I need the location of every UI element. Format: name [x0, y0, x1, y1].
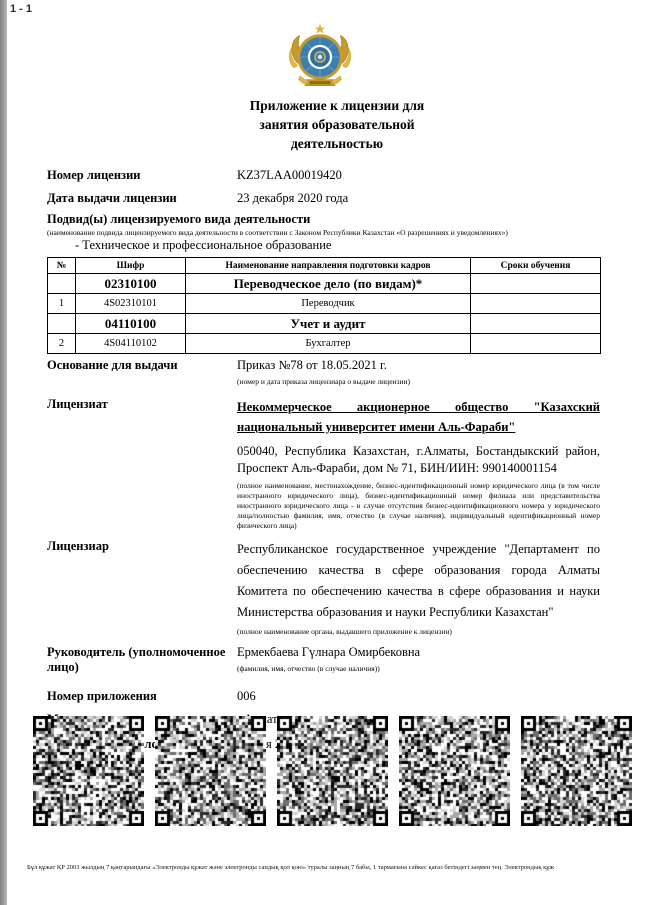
- license-date-label: Дата выдачи лицензии: [47, 191, 177, 205]
- table-header-name: Наименование направления подготовки кадров: [186, 258, 471, 274]
- license-date-value: 23 декабря 2020 года: [237, 191, 349, 205]
- basis-value: Приказ №78 от 18.05.2021 г.: [237, 358, 387, 372]
- document-title-line: Приложение к лицензии для: [249, 98, 425, 113]
- basis-row: [47, 358, 600, 387]
- licensee-note: (полное наименование, местонахождение, бизнес-идентификационный номер юридического лица (в том числе иностранного юридического лица), бизнес-идентификационный номер филиала или представительства иностранного юридического лица - в случае отсутствия бизнес-идентификационного номера у юридического лица/полностью фамилия, имя, отчество (в случае наличия), индивидуальный идентификационный номер физического лица): [237, 481, 600, 530]
- document-body: [47, 168, 600, 752]
- table-cell-code: 4S04110102: [76, 334, 186, 354]
- licensee-label: Лицензиат: [47, 397, 108, 411]
- subtype-heading: Подвид(ы) лицензируемого вида деятельности: [47, 212, 311, 226]
- licensee-address: 050040, Республика Казахстан, г.Алматы, Бостандыкский район, Проспект Аль-Фараби, дом № 71, БИН/ИИН: 990140001154: [237, 444, 600, 475]
- table-cell-name: Переводческое дело (по видам)*: [186, 274, 471, 294]
- table-row: [48, 314, 601, 334]
- table-cell-num: 1: [48, 294, 76, 314]
- document-title-line: деятельностью: [290, 136, 384, 151]
- qr-code: [399, 716, 510, 826]
- table-row: [48, 334, 601, 354]
- document-title-line: занятия образовательной: [259, 117, 415, 132]
- table-cell-code: 02310100: [76, 274, 186, 294]
- subtype-value: - Техническое и профессиональное образование: [75, 238, 332, 252]
- licensor-note: (полное наименование органа, выдавшего приложение к лицензии): [237, 627, 452, 636]
- kazakhstan-emblem-svg: [283, 24, 357, 90]
- table-cell-num: [48, 274, 76, 294]
- subtype-note: (наименование подвида лицензируемого вида деятельности в соответствии с Законом Республики Казахстан «О разрешениях и уведомлениях»): [47, 228, 508, 237]
- licensor-label: Лицензиар: [47, 539, 109, 553]
- appendix-number-label: Номер приложения: [47, 689, 157, 703]
- document-title: [167, 96, 507, 153]
- license-number-value: KZ37LAA00019420: [237, 168, 342, 182]
- qr-code-strip: [33, 716, 633, 826]
- licensor-row: [47, 539, 600, 637]
- page-edge-strip: [0, 0, 7, 905]
- licensee-row: [47, 397, 600, 531]
- qr-code: [521, 716, 632, 826]
- kazakhstan-emblem-icon: [283, 24, 357, 90]
- table-header-code: Шифр: [76, 258, 186, 274]
- programs-table: [47, 257, 601, 354]
- table-row: [48, 274, 601, 294]
- table-cell-term: [471, 334, 601, 354]
- license-number-label: Номер лицензии: [47, 168, 141, 182]
- table-cell-code: 04110100: [76, 314, 186, 334]
- appendix-number-value: 006: [237, 689, 256, 703]
- license-number-row: [47, 168, 600, 183]
- table-cell-name: Бухгалтер: [186, 334, 471, 354]
- table-row: [48, 294, 601, 314]
- table-cell-term: [471, 294, 601, 314]
- table-cell-term: [471, 314, 601, 334]
- qr-code: [277, 716, 388, 826]
- table-cell-name: Переводчик: [186, 294, 471, 314]
- licensee-name: Некоммерческое акционерное общество "Казахский национальный университет имени Аль-Фараби": [237, 400, 600, 434]
- basis-note: (номер и дата приказа лицензиара о выдаче лицензии): [237, 377, 411, 386]
- table-header-term: Сроки обучения: [471, 258, 601, 274]
- head-row: [47, 645, 600, 675]
- page-indicator: 1 - 1: [10, 3, 33, 15]
- table-cell-term: [471, 274, 601, 294]
- footer-disclaimer: Бұл құжат ҚР 2003 жылдың 7 қаңтарындағы «Электронды құжат және электронды сандық қол қою» туралы заңның 7 бабы, 1 тармағына сәйкес қағаз бетіндегі заңмен тең. Электрондық құж: [27, 864, 555, 871]
- table-header-row: [48, 258, 601, 274]
- table-cell-name: Учет и аудит: [186, 314, 471, 334]
- table-header-num: №: [48, 258, 76, 274]
- license-date-row: [47, 191, 600, 206]
- head-note: (фамилия, имя, отчество (в случае наличия)): [237, 664, 380, 673]
- head-label: Руководитель (уполномоченное лицо): [47, 645, 226, 674]
- appendix-number-row: [47, 689, 600, 704]
- licensor-value: Республиканское государственное учреждение "Департамент по обеспечению качества в сфере образования города Алматы Комитета по обеспечению качества в сфере образования и науки Министерства образования и науки Республики Казахстан": [237, 542, 600, 619]
- qr-code: [155, 716, 266, 826]
- head-value: Ермекбаева Гүлнара Омирбековна: [237, 645, 421, 659]
- table-cell-num: [48, 314, 76, 334]
- basis-label: Основание для выдачи: [47, 358, 178, 372]
- qr-code: [33, 716, 144, 826]
- table-cell-code: 4S02310101: [76, 294, 186, 314]
- table-cell-num: 2: [48, 334, 76, 354]
